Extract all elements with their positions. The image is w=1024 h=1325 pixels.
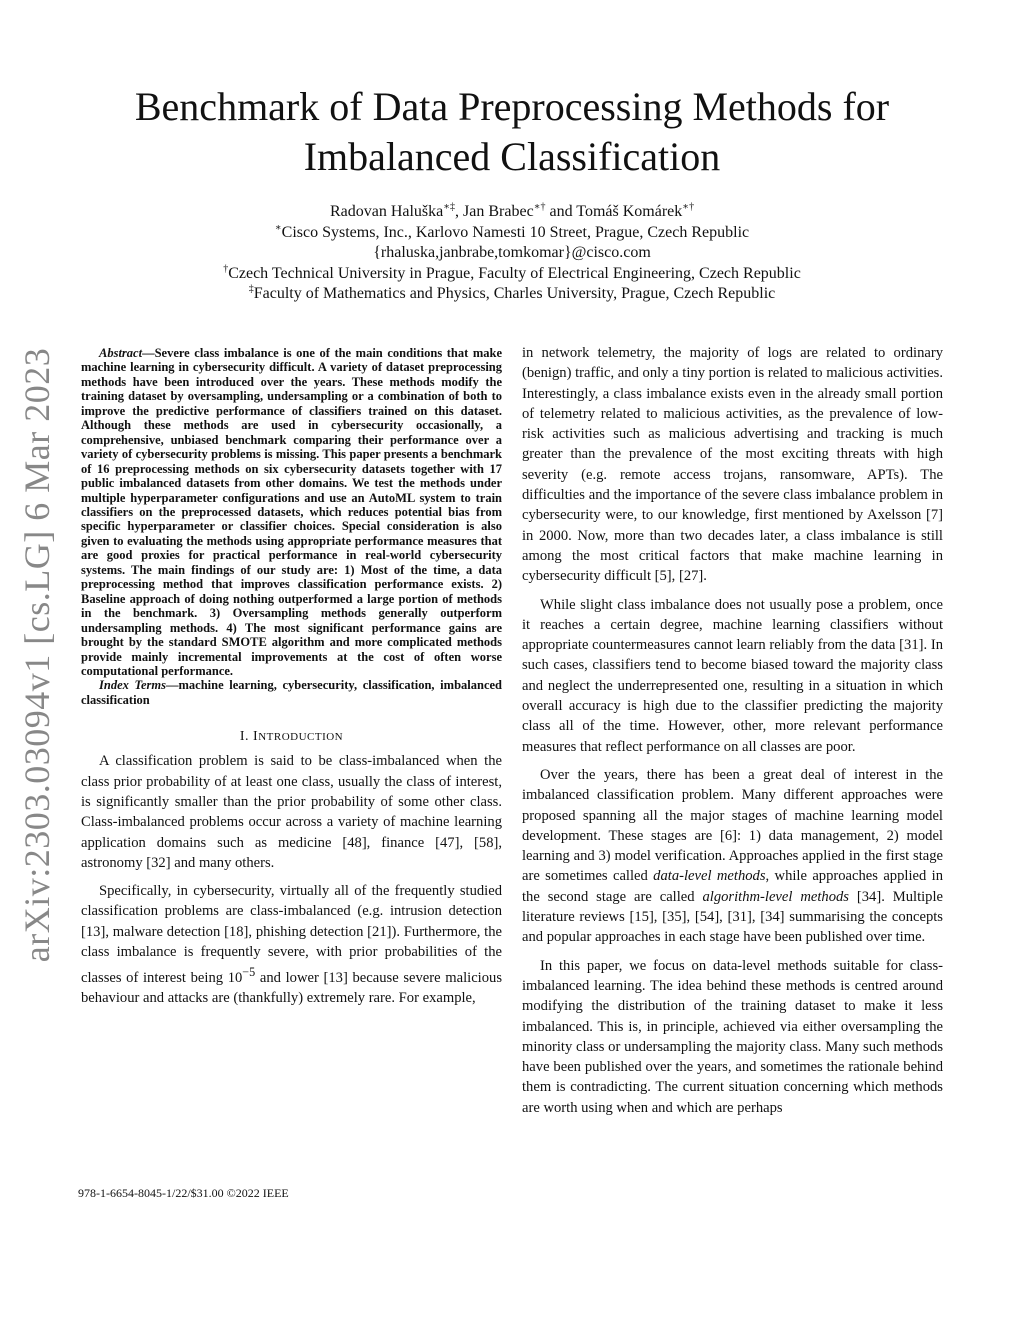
arxiv-identifier-text: arXiv:2303.03094v1 [cs.LG] 6 Mar 2023 (17, 347, 57, 963)
affiliation-line (120, 223, 904, 244)
author-block (120, 202, 904, 305)
index-terms-text: —machine learning, cybersecurity, classification, imbalanced classification (81, 678, 502, 707)
abstract (81, 346, 502, 678)
section-title-initial: I (253, 729, 259, 745)
author-affiliation-mark: ∗‡ (443, 201, 456, 213)
affiliation-mark: † (223, 263, 229, 275)
body-paragraph: in network telemetry, the majority of logs are related to ordinary (benign) traffic, and only a tiny portion is related to malicious activities. Interestingly, a class imbalance exists even in the already small portion of telemetry related to malicious activities, as the prevalence of low-risk activities such as malicious advertising and tracking is much greater than the prevalence of the most exciting threats with high severity (e.g. remote access trojans, ransomware, APTs). The difficulties and the importance of the severe class imbalance problem in cybersecurity were, to our knowledge, first mentioned by Axelsson [7] in 2000. Now, more than two decades later, a class imbalance is still among the most critical factors that make machine learning in cybersecurity difficult [5], [27]. (522, 345, 943, 585)
index-terms-label: Index Terms (99, 678, 166, 693)
affiliation-line (120, 264, 904, 285)
index-terms (81, 678, 502, 707)
title-line-2: Imbalanced Classification (303, 134, 721, 179)
abstract-text: —Severe class imbalance is one of the main conditions that make machine learning in cybersecurity difficult. A variety of dataset preprocessing methods have been introduced over the years. These methods modify the training dataset by oversampling, undersampling or a combination of both to improve the predictive performance of classifiers trained on this dataset. Although these methods are used in cybersecurity occasionally, a comprehensive, unbiased benchmark comparing their performance over a variety of cybersecurity problems is missing. This paper presents a benchmark of 16 preprocessing methods on six cybersecurity datasets together with 17 public imbalanced datasets from other domains. We test the methods under multiple hyperparameter configurations and use an AutoML system to train classifiers on the preprocessed datasets, which reduces potential bias from specific hyperparameter or classifier choices. Special consideration is also given to evaluating the methods using appropriate performance measures that are good proxies for practical performance in real-world cybersecurity systems. The main findings of our study are: 1) Most of the time, a data preprocessing method that improves classification performance exists. 2) Baseline approach of doing nothing outperformed a large portion of methods in the benchmark. 3) Oversampling methods generally outperform undersampling methods. 4) The most significant performance gains are brought by the standard SMOTE algorithm and more complicated methods provide mainly incremental improvements at the cost of often worse computational performance. (81, 346, 502, 678)
body-paragraph: A classification problem is said to be class-imbalanced when the class prior probability of at least one class, usually the class of interest, is significantly smaller than the prior probability of some other class. Class-imbalanced problems occur across a variety of machine learning application domains such as medicine [48], finance [47], [58], astronomy [32] and many others. (81, 753, 502, 871)
section-number: I. (239, 729, 250, 745)
affiliation-line (120, 243, 904, 264)
author-separator: and (545, 203, 577, 220)
body-paragraph: In this paper, we focus on data-level methods suitable for class-imbalanced learning. The idea behind these methods is centred around modifying the distribution of the training dataset to make it less imbalanced. This is, in principle, achieved via either oversampling the minority class or undersampling the majority class. Many such methods have been published over the years, and sometimes the rationale behind them is contradicting. The current situation concerning which methods are worth using when and which are perhaps (522, 957, 943, 1116)
math-exponent: $10^{-5}$ (227, 965, 256, 987)
intro-left-body (81, 751, 502, 1008)
paper-title (100, 82, 924, 182)
section-heading-introduction (81, 729, 502, 745)
right-column (522, 343, 943, 1126)
body-paragraph: While slight class imbalance does not usually pose a problem, once it reaches a certain degree, machine learning classifiers without appropriate countermeasures cannot learn reliably from the data [31]. In such cases, classifiers tend to become biased toward the majority class and neglect the underrepresented one, resulting in a situation in which overall accuracy is high due to the classifier predicting the majority class all of the time. However, other, more relevant performance measures that reflect performance on all classes are poor. (522, 596, 943, 755)
author-emails: {rhaluska,janbrabe,tomkomar}@cisco.com (373, 244, 651, 261)
affiliation-mark: ∗ (274, 222, 282, 234)
affiliation-text: Faculty of Mathematics and Physics, Charles University, Prague, Czech Republic (253, 285, 776, 302)
term-data-level-methods: data-level methods (653, 868, 766, 885)
title-line-1: Benchmark of Data Preprocessing Methods for (134, 84, 890, 129)
section-title-rest: NTRODUCTION (258, 731, 344, 744)
author-separator: , (455, 203, 464, 220)
author-name: Radovan Haluška (329, 203, 444, 220)
term-algorithm-level-methods: algorithm-level methods (702, 888, 849, 905)
arxiv-identifier-stamp (14, 347, 60, 963)
body-paragraph: Over the years, there has been a great deal of interest in the imbalanced classification problem. Many different approaches were proposed spanning all the major stages of machine learning model development. These stages are [6]: 1) data management, 2) model learning and 3) model verification. Approaches applied in the first stage are sometimes called data-level methods, while approaches applied in the second stage are called algorithm-level methods [34]. Multiple literature reviews [15], [35], [54], [31], [34] summarising the concepts and popular approaches in each stage have been published over time. (522, 766, 944, 946)
author-affiliation-mark: ∗† (533, 201, 546, 213)
affiliation-line (120, 284, 904, 305)
left-column (81, 346, 502, 1017)
affiliation-text: Czech Technical University in Prague, Faculty of Electrical Engineering, Czech Republic (228, 264, 801, 282)
abstract-label: Abstract (99, 346, 143, 360)
author-affiliation-mark: ∗† (682, 201, 695, 213)
author-name: Tomáš Komárek (576, 203, 683, 220)
body-paragraph: Specifically, in cybersecurity, virtually all of the frequently studied classification problems are class-imbalanced (e.g. intrusion detection [13], malware detection [18], phishing detection [21]). Furthermore, the class imbalance is frequently severe, with prior probabilities of the classes of interest being $10^{-5}$ and lower [13] because severe malicious behaviour and attacks are (thankfully) extremely rare. For example, (81, 883, 502, 1007)
author-line (120, 202, 904, 223)
copyright-footer: 978-1-6654-8045-1/22/$31.00 ©2022 IEEE (78, 1186, 289, 1200)
affiliation-text: Cisco Systems, Inc., Karlovo Namesti 10 Street, Prague, Czech Republic (281, 223, 750, 241)
affiliation-mark: ‡ (248, 283, 254, 295)
author-name: Jan Brabec (463, 203, 534, 220)
